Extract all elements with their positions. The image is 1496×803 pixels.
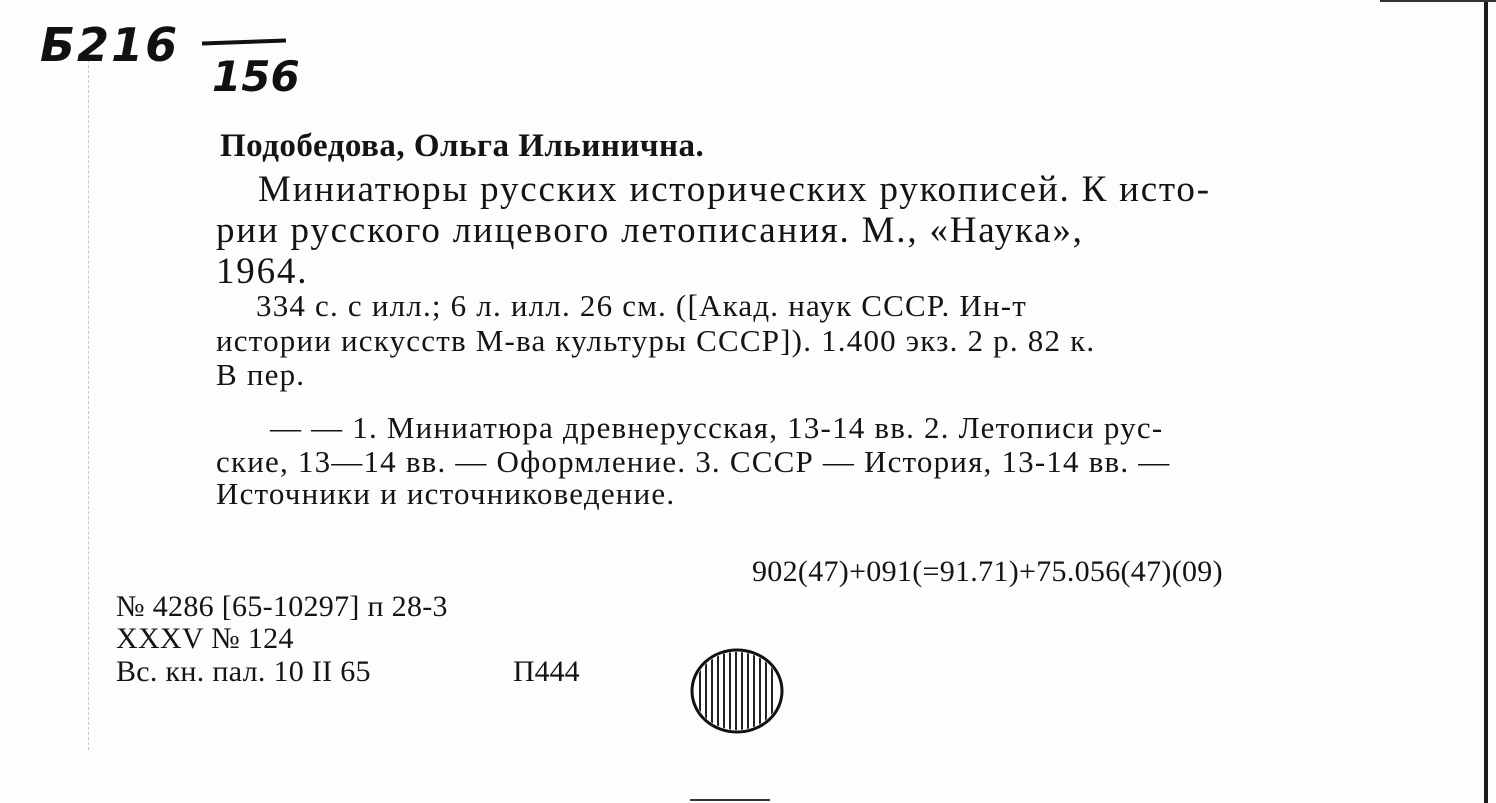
card-bottom-edge	[690, 799, 770, 801]
physical-description-line: 334 с. с илл.; 6 л. илл. 26 см. ([Акад. наук СССР. Ин-т	[256, 288, 1028, 323]
price-code: П444	[513, 655, 580, 688]
author-heading: Подобедова, Ольга Ильинична.	[220, 128, 705, 164]
title-line: Миниатюры русских исторических рукописей. К исто-	[258, 169, 1211, 210]
round-hatched-stamp-icon	[690, 648, 784, 734]
handwritten-shelf-code: Б216	[40, 18, 180, 72]
handwritten-number: 156	[212, 52, 300, 101]
title-line: 1964.	[216, 251, 309, 292]
physical-description-line: истории искусств М-ва культуры СССР]). 1.400 экз. 2 р. 82 к.	[216, 323, 1096, 358]
card-right-edge	[1484, 0, 1488, 803]
card-top-edge	[1380, 0, 1496, 2]
imprint-line: XXXV № 124	[116, 622, 294, 655]
imprint-line: № 4286 [65-10297] п 28-3	[116, 590, 448, 623]
title-line: рии русского лицевого летописания. М., «Наука»,	[216, 210, 1084, 251]
classification-index: 902(47)+091(=91.71)+75.056(47)(09)	[752, 555, 1223, 588]
subject-heading-line: ские, 13—14 вв. — Оформление. 3. СССР — История, 13-14 вв. —	[216, 444, 1171, 479]
physical-description-line: В пер.	[216, 357, 306, 392]
left-margin-rule	[88, 60, 90, 750]
subject-heading-line: Источники и источниковедение.	[216, 476, 676, 511]
handwritten-dash	[202, 39, 286, 46]
subject-heading-line: — — 1. Миниатюра древнерусская, 13-14 вв. 2. Летописи рус-	[270, 410, 1164, 445]
imprint-line: Вс. кн. пал. 10 II 65	[116, 655, 371, 688]
